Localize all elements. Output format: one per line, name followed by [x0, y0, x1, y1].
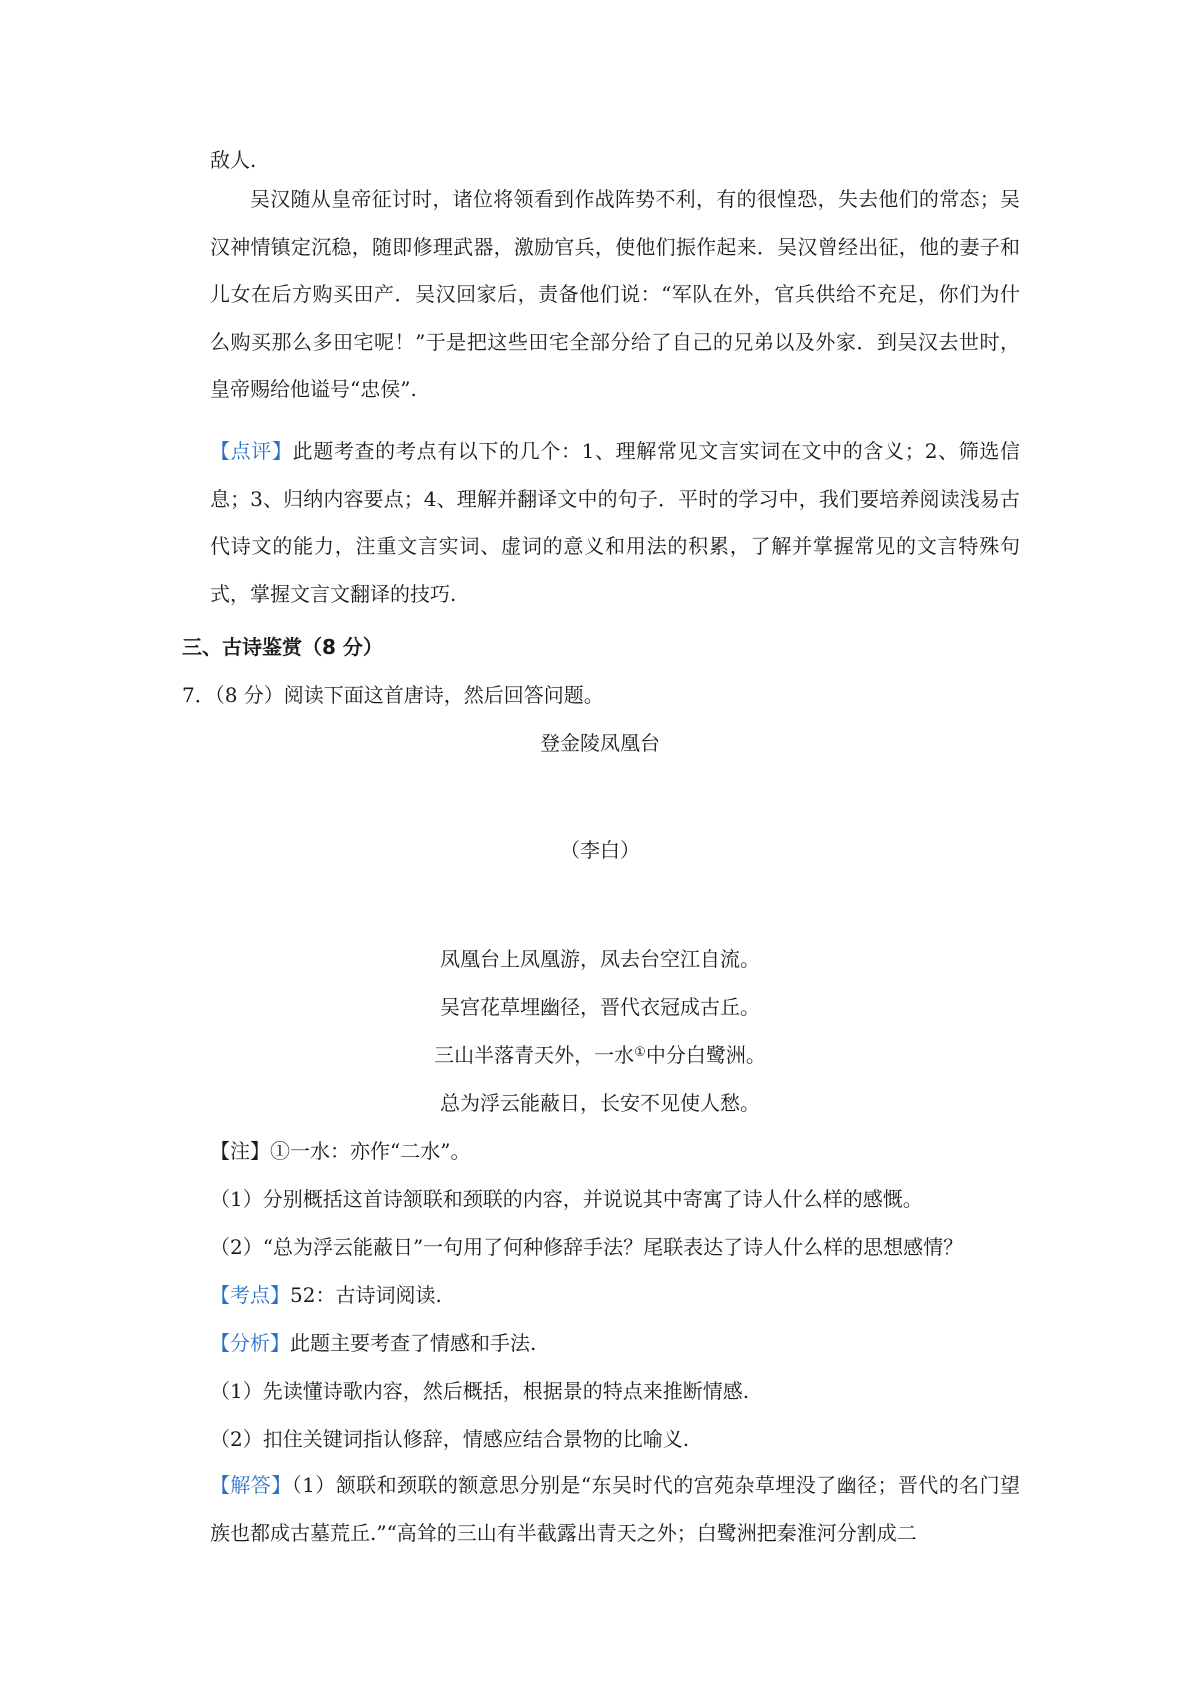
question-stem: 7．（8 分）阅读下面这首唐诗，然后回答问题。: [182, 683, 604, 707]
fenxi-line: [210, 1329, 536, 1357]
poem-line-2: 吴宫花草埋幽径，晋代衣冠成古丘。: [440, 995, 760, 1019]
kaodian-line: [210, 1281, 442, 1309]
translation-end-word: 敌人.: [210, 148, 257, 172]
fenxi-tag: 【分析】: [210, 1331, 290, 1355]
poem-line-3-end: 中分白鹭洲。: [645, 1043, 766, 1067]
poem-note: 【注】①一水：亦作“二水”。: [210, 1139, 471, 1163]
poem-line-1: 凤凰台上凤凰游，凤去台空江自流。: [440, 947, 760, 971]
sub-question-1: （1）分别概括这首诗颔联和颈联的内容，并说说其中寄寓了诗人什么样的感慨。: [210, 1187, 923, 1211]
kaodian-tag: 【考点】: [210, 1283, 290, 1307]
poem-line-4: 总为浮云能蔽日，长安不见使人愁。: [440, 1091, 760, 1115]
sub-question-2: （2）“总为浮云能蔽日”一句用了何种修辞手法？尾联表达了诗人什么样的思想感情？: [210, 1235, 964, 1259]
comment-text: 此题考查的考点有以下的几个：1、理解常见文言实词在文中的含义；2、筛选信息；3、归纳内容要点；4、理解并翻译文中的句子．平时的学习中，我们要培养阅读浅易古代诗文的能力，注重文言实词、虚词的意义和用法的积累，了解并掌握常见的文言特殊句式，掌握文言文翻译的技巧.: [210, 439, 1021, 606]
jieda-block: [210, 1462, 1020, 1562]
fenxi-point-2: （2）扣住关键词指认修辞，情感应结合景物的比喻义.: [210, 1427, 690, 1451]
footnote-mark: ①: [634, 1045, 646, 1060]
poem-title: 登金陵凤凰台: [540, 731, 660, 755]
comment-tag: 【点评】: [210, 439, 293, 463]
fenxi-point-1: （1）先读懂诗歌内容，然后概括，根据景的特点来推断情感.: [210, 1379, 750, 1403]
section-heading: 三、古诗鉴赏（8 分）: [182, 635, 383, 659]
kaodian-text: 52：古诗词阅读.: [290, 1283, 442, 1307]
fenxi-text: 此题主要考查了情感和手法.: [290, 1331, 537, 1355]
jieda-tag: 【解答】: [210, 1473, 292, 1497]
jieda-text: （1）颔联和颈联的额意思分别是“东吴时代的宫苑杂草埋没了幽径；晋代的名门望族也都成古墓荒丘.”“高耸的三山有半截露出青天之外；白鹭洲把秦淮河分割成二: [210, 1473, 1021, 1545]
comment-block: [210, 428, 1020, 618]
translation-paragraph: 吴汉随从皇帝征讨时，诸位将领看到作战阵势不利，有的很惶恐，失去他们的常态；吴汉神情镇定沉稳，随即修理武器，激励官兵，使他们振作起来．吴汉曾经出征，他的妻子和儿女在后方购买田产．吴汉回家后，责备他们说：“军队在外，官兵供给不充足，你们为什么购买那么多田宅呢！”于是把这些田宅全部分给了自己的兄弟以及外家．到吴汉去世时，皇帝赐给他谥号“忠侯”.: [210, 187, 1020, 402]
poem-line-3: [0, 1041, 1200, 1069]
poem-author: （李白）: [560, 838, 640, 862]
poem-line-3-start: 三山半落青天外，一水: [434, 1043, 635, 1067]
